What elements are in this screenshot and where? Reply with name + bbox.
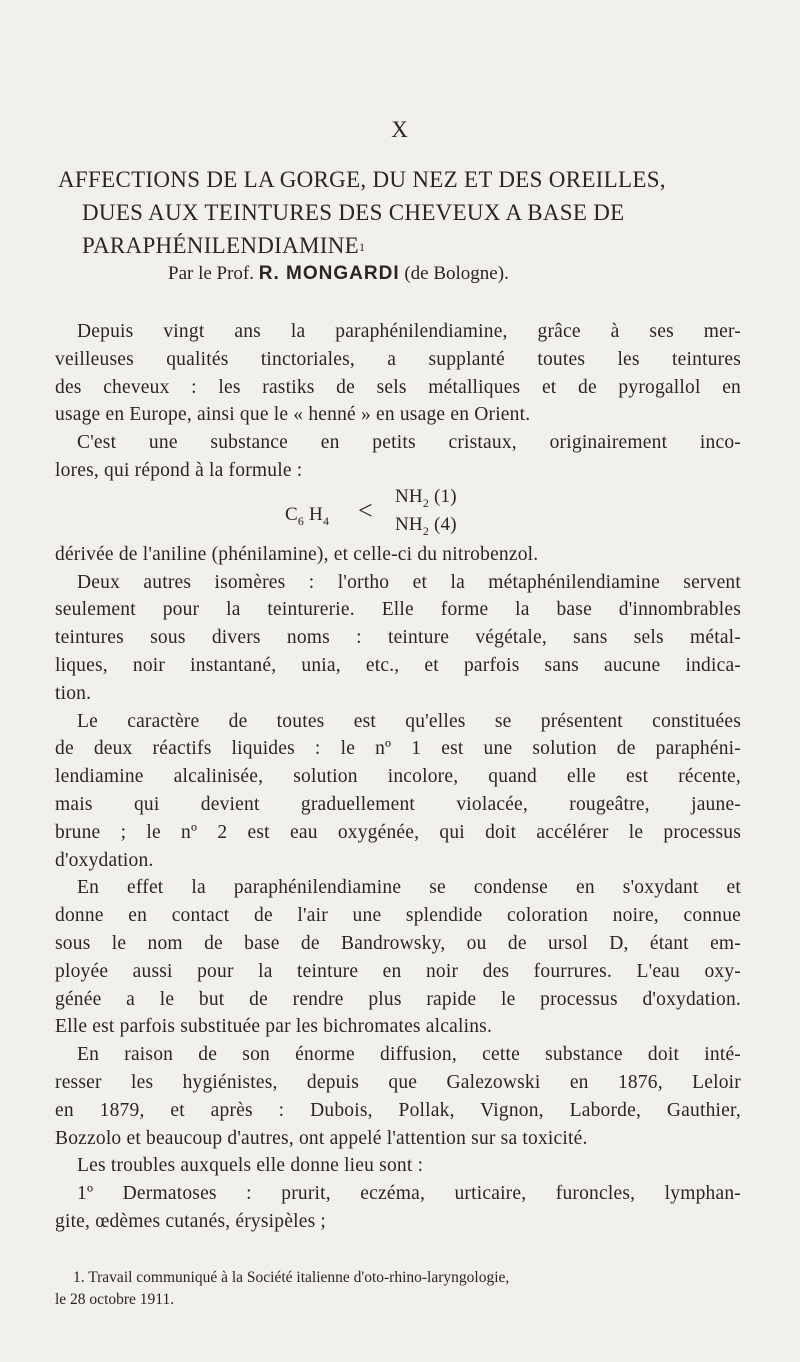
text-line: lores, qui répond à la formule : bbox=[55, 459, 303, 481]
formula-branch-symbol: < bbox=[358, 495, 373, 525]
author-line bbox=[168, 263, 509, 285]
text-line: ployée aussi pour la teinture en noir des fourrures. L'eau oxy- bbox=[55, 960, 741, 982]
text-line: en 1879, et après : Dubois, Pollak, Vignon, Laborde, Gauthier, bbox=[55, 1099, 741, 1121]
text-line: 1º Dermatoses : prurit, eczéma, urticaire, furoncles, lymphan- bbox=[77, 1183, 741, 1205]
formula-top-pos: (1) bbox=[434, 485, 457, 507]
formula-base bbox=[285, 501, 329, 536]
title-line-3-text: PARAPHÉNILENDIAMINE bbox=[82, 233, 360, 258]
text-line: Deux autres isomères : l'ortho et la métaphénilendiamine servent bbox=[77, 571, 741, 593]
text-line: donne en contact de l'air une splendide coloration noire, connue bbox=[55, 905, 741, 927]
author-name: R. MONGARDI bbox=[258, 263, 400, 284]
chapter-title bbox=[58, 163, 748, 262]
title-line-1: AFFECTIONS DE LA GORGE, DU NEZ ET DES OREILLES, bbox=[58, 167, 666, 192]
text-line: lendiamine alcalinisée, solution incolore, quand elle est récente, bbox=[55, 766, 741, 788]
text-line: Elle est parfois substituée par les bichromates alcalins. bbox=[55, 1016, 493, 1038]
text-line: des cheveux : les rastiks de sels métalliques et de pyrogallol en bbox=[55, 376, 741, 398]
footnote bbox=[55, 1267, 745, 1311]
text-line: tion. bbox=[55, 682, 92, 704]
text-line: gite, œdèmes cutanés, érysipèles ; bbox=[55, 1210, 327, 1232]
text-line: Les troubles auxquels elle donne lieu sont : bbox=[77, 1155, 424, 1177]
formula-top-sub: 2 bbox=[422, 495, 430, 510]
text-line: resser les hygiénistes, depuis que Galezowski en 1876, Leloir bbox=[55, 1071, 741, 1093]
text-line: d'oxydation. bbox=[55, 849, 154, 871]
formula-bottom-pos: (4) bbox=[434, 513, 457, 535]
footnote-line-1: 1. Travail communiqué à la Société italienne d'oto-rhino-laryngologie, bbox=[73, 1269, 510, 1286]
title-footnote-mark: 1 bbox=[359, 240, 366, 254]
text-line: Bozzolo et beaucoup d'autres, ont appelé l'attention sur sa toxicité. bbox=[55, 1127, 588, 1149]
text-line: brune ; le nº 2 est eau oxygénée, qui doit accélérer le processus bbox=[55, 821, 741, 843]
text-line: En raison de son énorme diffusion, cette substance doit inté- bbox=[77, 1044, 741, 1066]
formula-bottom-nh: NH bbox=[395, 513, 423, 535]
author-affiliation: (de Bologne). bbox=[404, 263, 509, 284]
article-body bbox=[55, 318, 741, 1236]
author-prefix: Par le Prof. bbox=[168, 263, 255, 284]
text-line: En effet la paraphénilendiamine se condense en s'oxydant et bbox=[77, 877, 741, 899]
text-line: mais qui devient graduellement violacée, rougeâtre, jaune- bbox=[55, 793, 741, 815]
text-line: dérivée de l'aniline (phénilamine), et celle-ci du nitrobenzol. bbox=[55, 543, 539, 565]
footnote-line-2: le 28 octobre 1911. bbox=[55, 1291, 175, 1308]
text-line: teintures sous divers noms : teinture végétale, sans sels métal- bbox=[55, 627, 741, 649]
formula-h-sub: 4 bbox=[322, 513, 330, 528]
text-line: seulement pour la teinturerie. Elle forme la base d'innombrables bbox=[55, 599, 741, 621]
title-line-3 bbox=[58, 229, 748, 262]
formula-top-nh: NH bbox=[395, 485, 423, 507]
text-line: C'est une substance en petits cristaux, originairement inco- bbox=[77, 432, 741, 454]
formula-h: H bbox=[309, 503, 323, 525]
text-line: usage en Europe, ainsi que le « henné » en usage en Orient. bbox=[55, 404, 531, 426]
text-line: Depuis vingt ans la paraphénilendiamine, grâce à ses mer- bbox=[77, 321, 741, 342]
formula-bottom-group bbox=[395, 511, 457, 546]
formula-c: C bbox=[285, 503, 298, 525]
title-line-2: DUES AUX TEINTURES DES CHEVEUX A BASE DE bbox=[82, 200, 625, 225]
text-line: Le caractère de toutes est qu'elles se présentent constituées bbox=[77, 710, 741, 732]
text-line: liques, noir instantané, unia, etc., et parfois sans aucune indica- bbox=[55, 654, 741, 676]
formula-bottom-sub: 2 bbox=[422, 523, 430, 538]
text-line: de deux réactifs liquides : le nº 1 est une solution de paraphéni- bbox=[55, 738, 741, 760]
text-line: génée a le but de rendre plus rapide le processus d'oxydation. bbox=[55, 988, 741, 1010]
chapter-number: X bbox=[391, 117, 409, 142]
text-line: sous le nom de base de Bandrowsky, ou de ursol D, étant em- bbox=[55, 932, 741, 954]
text-line: veilleuses qualités tinctoriales, a supplanté toutes les teintures bbox=[55, 348, 741, 370]
formula-c-sub: 6 bbox=[297, 513, 305, 528]
chemical-formula bbox=[55, 485, 741, 541]
